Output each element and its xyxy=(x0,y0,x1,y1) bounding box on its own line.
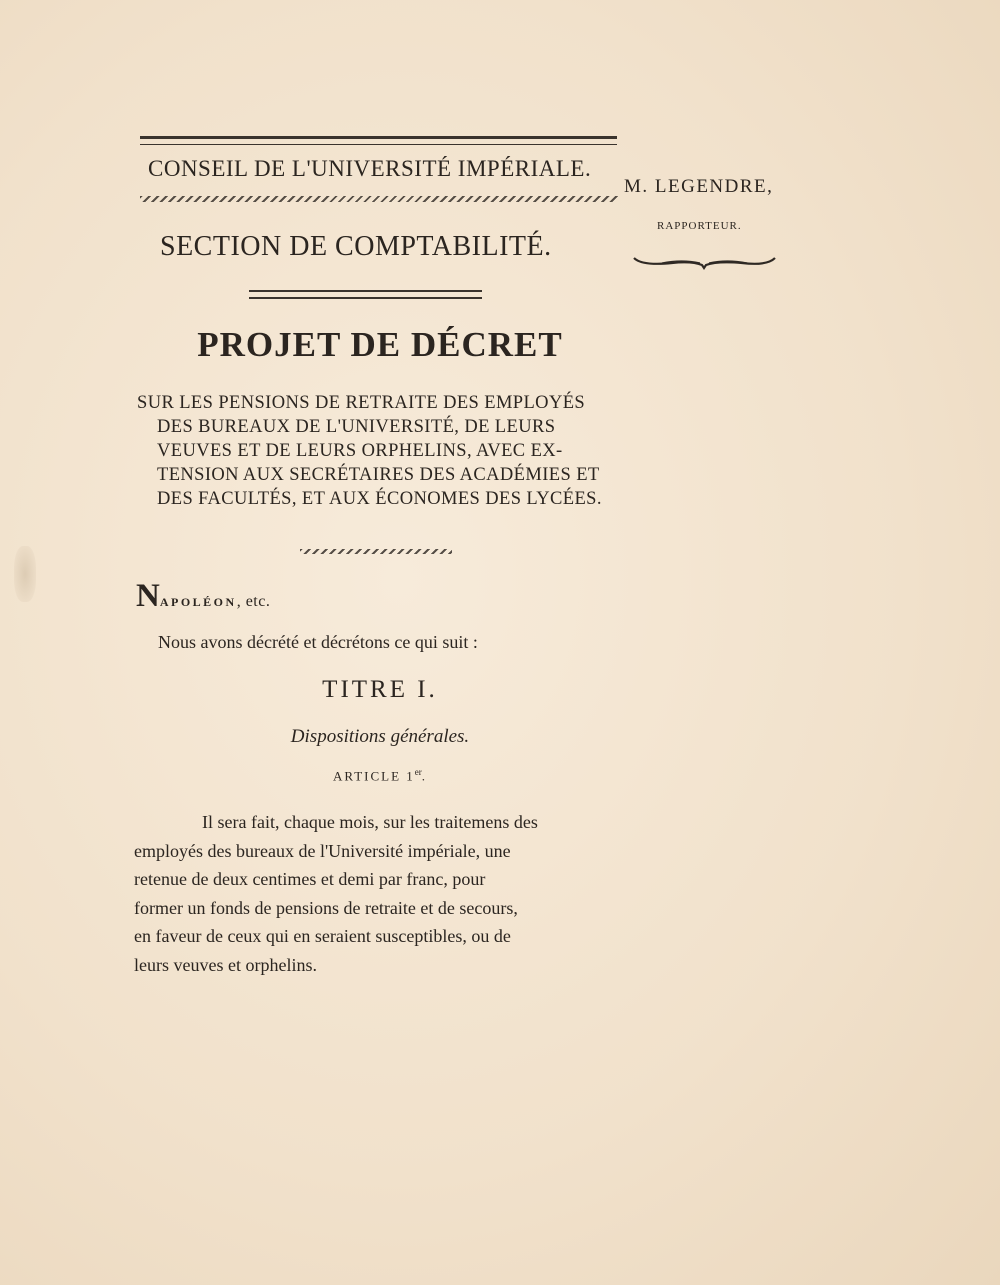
decree-subtitle xyxy=(137,391,621,511)
body-line: en faveur de ceux qui en seraient susceptibles, ou de xyxy=(134,926,511,946)
subtitle-line: DES BUREAUX DE L'UNIVERSITÉ, DE LEURS xyxy=(157,417,556,437)
article-body xyxy=(134,808,619,979)
subtitle-line: VEUVES ET DE LEURS ORPHELINS, AVEC EX- xyxy=(157,441,563,461)
body-line: retenue de deux centimes et demi par franc, pour xyxy=(134,869,486,889)
subtitle-line: TENSION AUX SECRÉTAIRES DES ACADÉMIES ET xyxy=(157,465,600,485)
article-label: ARTICLE 1 xyxy=(332,768,415,784)
body-line: employés des bureaux de l'Université impériale, une xyxy=(134,840,511,861)
article-suffix: er xyxy=(414,767,422,777)
body-line: former un fonds de pensions de retraite et de secours, xyxy=(134,897,518,918)
section-heading: SECTION DE COMPTABILITÉ. xyxy=(160,231,552,262)
council-heading: CONSEIL DE L'UNIVERSITÉ IMPÉRIALE. xyxy=(148,156,592,181)
body-line: leurs veuves et orphelins. xyxy=(134,954,317,975)
ornamental-divider xyxy=(300,549,452,554)
double-rule xyxy=(249,290,482,299)
ornamental-rule xyxy=(140,196,618,202)
etc-text: , etc. xyxy=(236,593,271,610)
decree-formula: Nous avons décrété et décrétons ce qui suit : xyxy=(158,632,478,652)
drop-capital: N xyxy=(136,578,160,614)
rapporteur-name: M. LEGENDRE, xyxy=(624,176,774,197)
paper-stain xyxy=(14,546,36,602)
subtitle-line: DES FACULTÉS, ET AUX ÉCONOMES DES LYCÉES. xyxy=(157,489,602,509)
dispositions-heading: Dispositions générales. xyxy=(290,726,470,747)
opening-line xyxy=(136,580,270,613)
body-line: Il sera fait, chaque mois, sur les traitemens des xyxy=(202,812,538,832)
page-title: PROJET DE DÉCRET xyxy=(197,325,563,364)
top-rule xyxy=(140,136,617,145)
rapporteur-role: RAPPORTEUR. xyxy=(657,220,742,232)
subtitle-line: SUR LES PENSIONS DE RETRAITE DES EMPLOYÉS xyxy=(137,393,586,413)
flourish-ornament xyxy=(632,252,777,270)
article-heading: ARTICLE 1er. xyxy=(332,767,428,784)
titre-heading: TITRE I. xyxy=(322,676,438,703)
emperor-name: APOLÉON xyxy=(159,595,237,609)
